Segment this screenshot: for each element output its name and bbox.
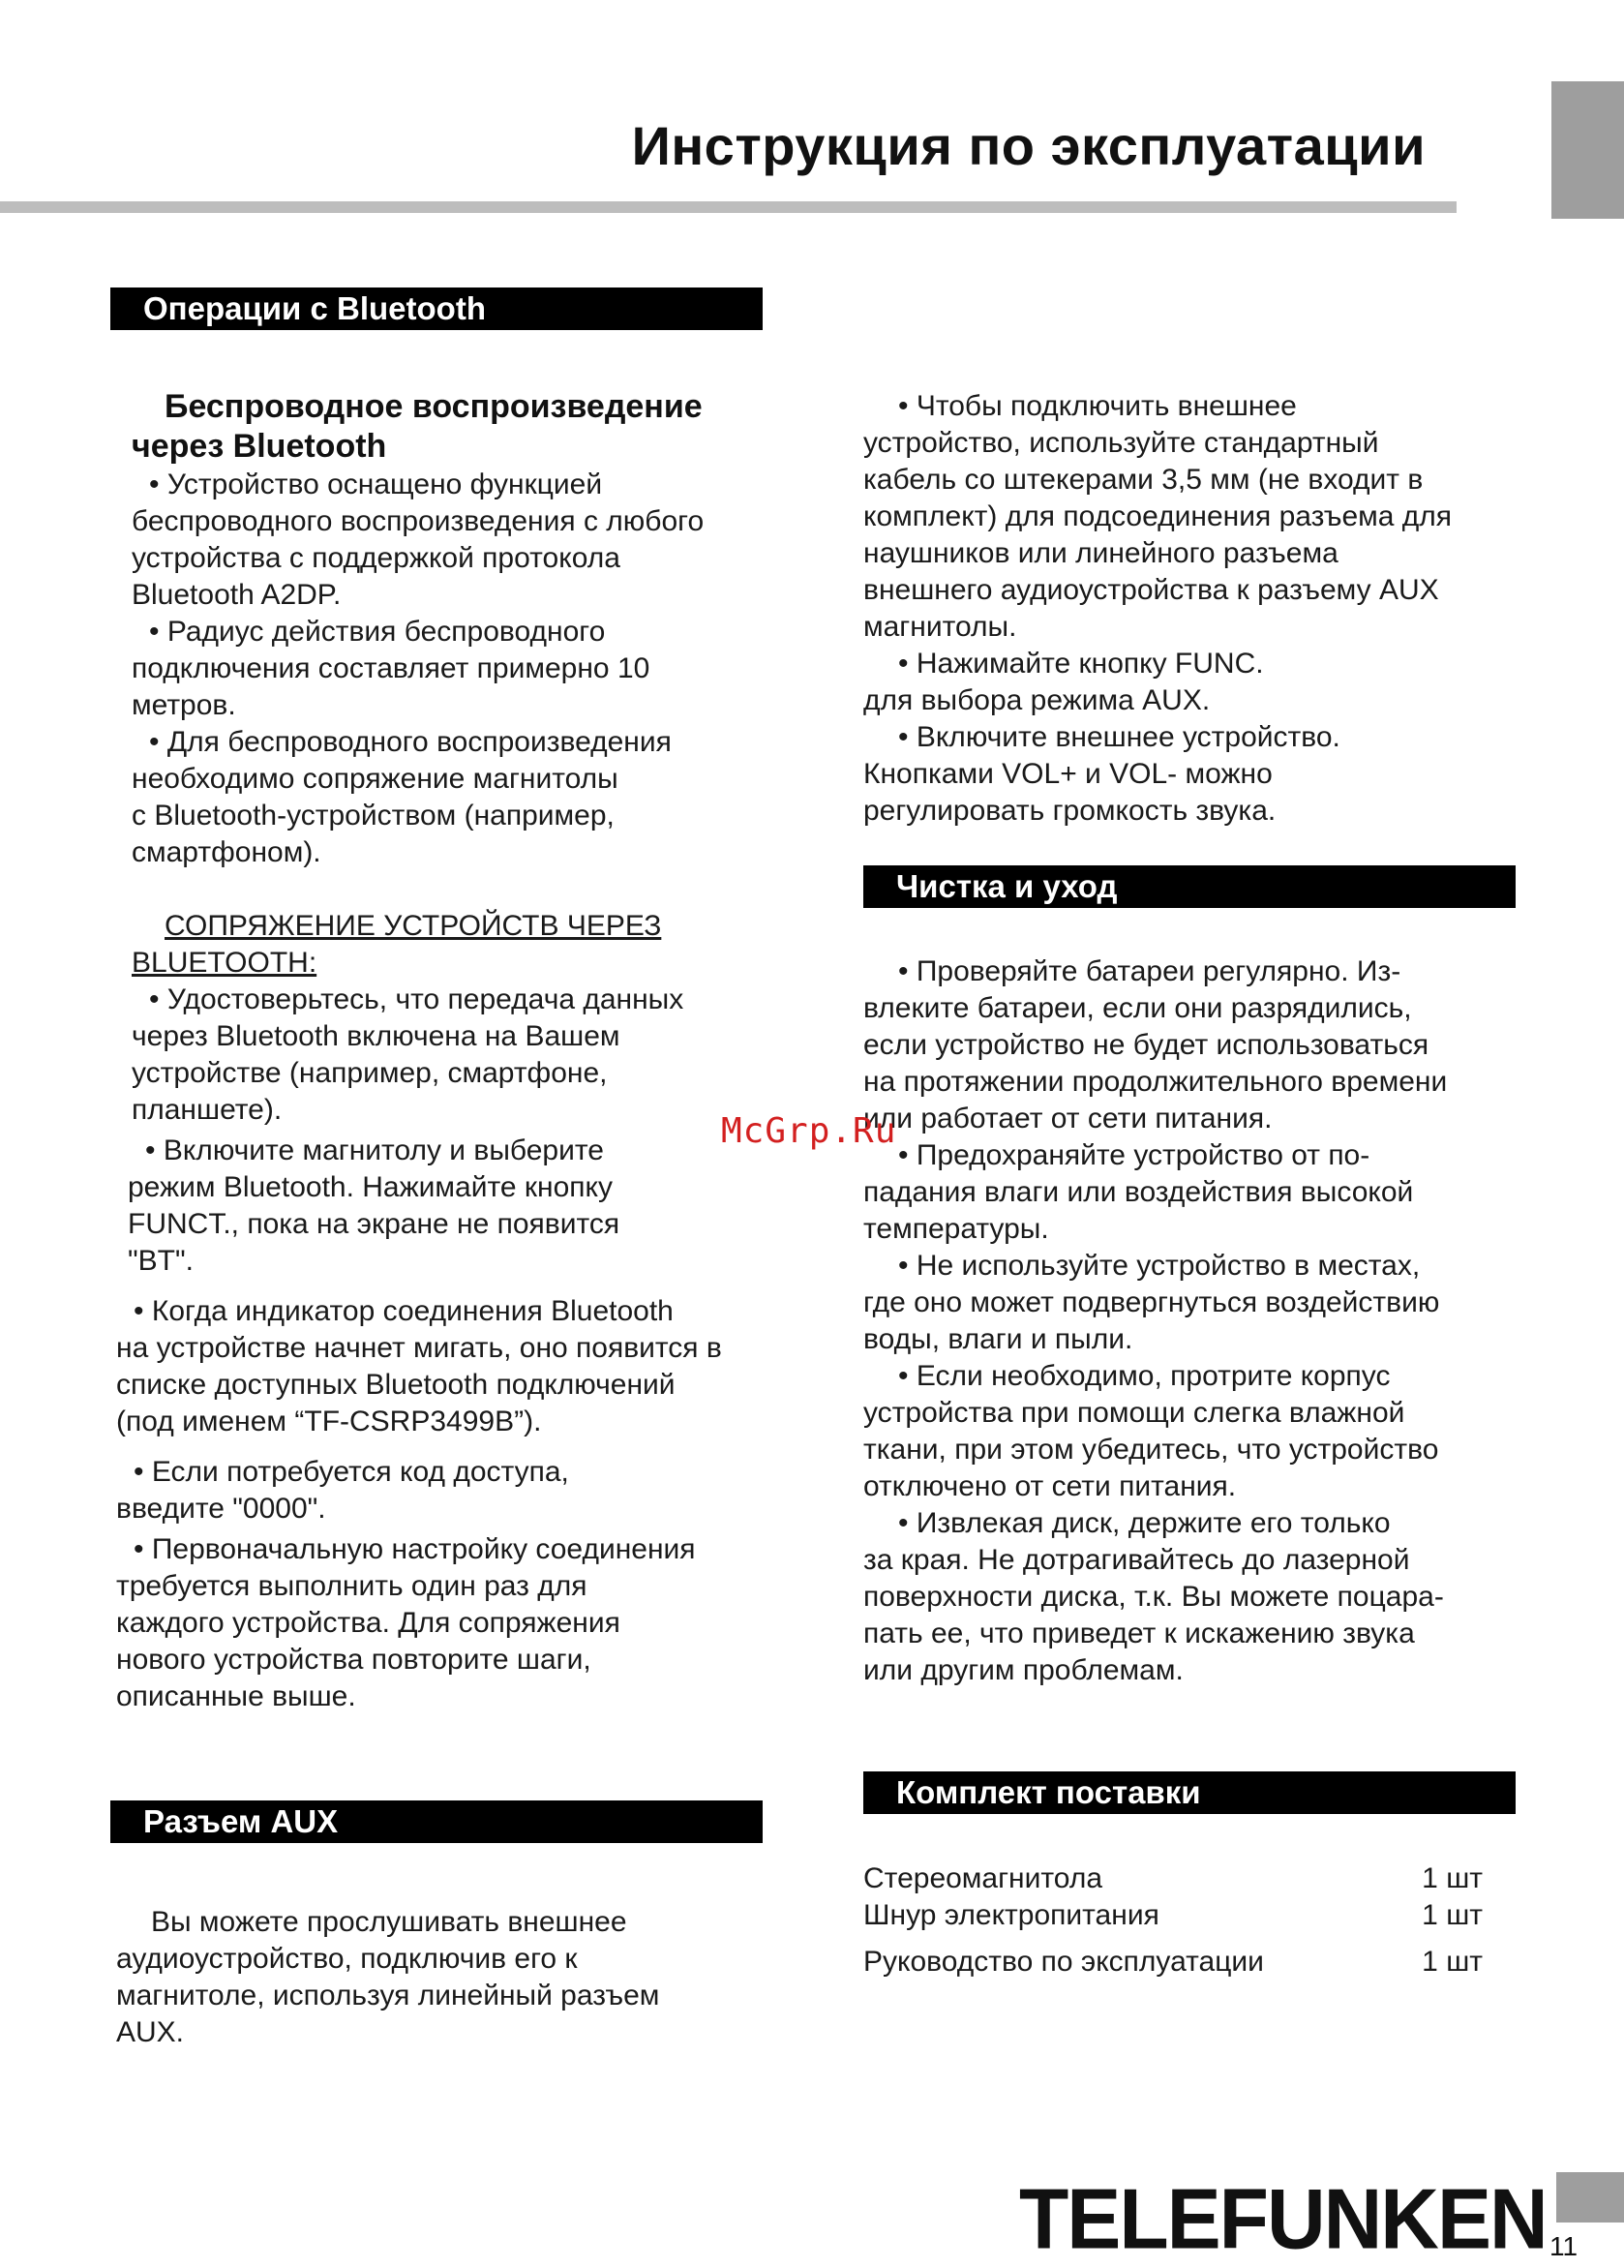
text-line: устройство, используйте стандартный	[863, 427, 1379, 459]
text-line: планшете).	[132, 1094, 283, 1126]
care-para-3	[863, 1248, 1521, 1358]
pairing-title-line1: СОПРЯЖЕНИЕ УСТРОЙСТВ ЧЕРЕЗ	[165, 910, 662, 942]
bluetooth-para-6	[116, 1293, 790, 1440]
text-line: • Чтобы подключить внешнее	[898, 390, 1297, 422]
bluetooth-subtitle-line2: через Bluetooth	[132, 428, 387, 465]
text-line: поверхности диска, т.к. Вы можете поцара-	[863, 1581, 1444, 1613]
care-para-5	[863, 1505, 1521, 1689]
text-line: отключено от сети питания.	[863, 1470, 1237, 1502]
text-line: (под именем “TF-CSRP3499B”).	[116, 1406, 542, 1437]
text-line: смартфоном).	[132, 836, 321, 868]
text-line: метров.	[132, 689, 236, 721]
text-line: с Bluetooth-устройством (например,	[132, 800, 615, 832]
watermark: McGrp.Ru	[721, 1111, 897, 1151]
text-line: влеките батареи, если они разрядились,	[863, 992, 1412, 1024]
right-aux-para-2	[863, 646, 1521, 719]
text-line: воды, влаги и пыли.	[863, 1323, 1133, 1355]
text-line: или работает от сети питания.	[863, 1103, 1273, 1134]
bluetooth-para-4	[132, 982, 790, 1129]
text-line: устройства при помощи слегка влажной	[863, 1397, 1405, 1429]
text-line: комплект) для подсоединения разъема для	[863, 500, 1453, 532]
bluetooth-para-7	[116, 1454, 790, 1527]
text-line: • Устройство оснащено функцией	[149, 469, 603, 500]
text-line: • Удостоверьтесь, что передача данных	[149, 983, 684, 1015]
bluetooth-column	[116, 387, 790, 1715]
page-number: 11	[1549, 2231, 1579, 2261]
kit-item	[863, 1944, 1483, 1981]
bluetooth-para-3	[132, 724, 790, 871]
care-para-4	[863, 1358, 1521, 1505]
section-head-kit: Комплект поставки	[863, 1771, 1516, 1814]
text-line: • Предохраняйте устройство от по-	[898, 1139, 1370, 1171]
section-head-bluetooth: Операции с Bluetooth	[110, 287, 763, 330]
kit-item	[863, 1860, 1483, 1897]
text-line: • Проверяйте батареи регулярно. Из-	[898, 955, 1401, 987]
text-line: списке доступных Bluetooth подключений	[116, 1369, 676, 1401]
text-line: аудиоустройство, подключив его к	[116, 1943, 578, 1975]
text-line: • Если потребуется код доступа,	[134, 1456, 569, 1488]
text-line: устройстве (например, смартфоне,	[132, 1057, 608, 1089]
text-line: • Радиус действия беспроводного	[149, 616, 606, 648]
right-aux-column	[863, 388, 1521, 830]
side-tab-top	[1551, 81, 1624, 219]
care-para-1	[863, 953, 1521, 1137]
page-title: Инструкция по эксплуатации	[631, 115, 1426, 176]
text-line: FUNCT., пока на экране не появится	[128, 1208, 620, 1240]
text-line: • Включите магнитолу и выберите	[145, 1134, 604, 1166]
text-line: внешнего аудиоустройства к разъему AUX	[863, 574, 1439, 606]
text-line: ткани, при этом убедитесь, что устройство	[863, 1434, 1439, 1466]
pairing-title-line2: BLUETOOTH:	[132, 947, 317, 979]
bluetooth-subtitle-line1: Беспроводное воспроизведение	[165, 388, 703, 425]
side-tab-bottom	[1556, 2172, 1624, 2223]
text-line: беспроводного воспроизведения с любого	[132, 505, 705, 537]
section-head-care: Чистка и уход	[863, 865, 1516, 908]
text-line: магнитоле, используя линейный разъем	[116, 1980, 660, 2011]
text-line: пать ее, что приведет к искажению звука	[863, 1618, 1415, 1649]
text-line: для выбора режима AUX.	[863, 684, 1211, 716]
text-line: Кнопками VOL+ и VOL- можно	[863, 758, 1273, 790]
text-line: если устройство не будет использоваться	[863, 1029, 1429, 1061]
text-line: за края. Не дотрагивайтесь до лазерной	[863, 1544, 1410, 1576]
text-line: падания влаги или воздействия высокой	[863, 1176, 1414, 1208]
text-line: • Когда индикатор соединения Bluetooth	[134, 1295, 674, 1327]
text-line: • Если необходимо, протрите корпус	[898, 1360, 1391, 1392]
brand-logo: TELEFUNKEN	[1019, 2170, 1547, 2267]
text-line: температуры.	[863, 1213, 1049, 1245]
right-aux-para-3	[863, 719, 1521, 830]
text-line: магнитолы.	[863, 611, 1017, 643]
text-line: или другим проблемам.	[863, 1654, 1184, 1686]
text-line: где оно может подвергнуться воздействию	[863, 1286, 1440, 1318]
kit-item-name: Шнур электропитания	[863, 1899, 1159, 1931]
kit-item	[863, 1897, 1483, 1934]
text-line: введите "0000".	[116, 1493, 326, 1525]
text-line: на протяжении продолжительного времени	[863, 1066, 1448, 1098]
text-line: нового устройства повторите шаги,	[116, 1644, 591, 1676]
kit-item-qty: 1 шт	[1422, 1899, 1483, 1931]
text-line: • Первоначальную настройку соединения	[134, 1533, 696, 1565]
text-line: устройства с поддержкой протокола	[132, 542, 620, 574]
text-line: • Не используйте устройство в местах,	[898, 1250, 1421, 1282]
text-line: • Извлекая диск, держите его только	[898, 1507, 1391, 1539]
text-line: наушников или линейного разъема	[863, 537, 1338, 569]
title-rule	[0, 201, 1457, 213]
text-line: • Нажимайте кнопку FUNC.	[898, 648, 1264, 680]
kit-item-qty: 1 шт	[1422, 1946, 1483, 1978]
text-line: AUX.	[116, 2016, 185, 2048]
care-column	[863, 953, 1521, 1689]
text-line: режим Bluetooth. Нажимайте кнопку	[128, 1171, 614, 1203]
text-line: требуется выполнить один раз для	[116, 1570, 587, 1602]
text-line: "BT".	[128, 1245, 194, 1277]
kit-item-qty: 1 шт	[1422, 1862, 1483, 1894]
text-line: Bluetooth A2DP.	[132, 579, 342, 611]
kit-item-name: Руководство по эксплуатации	[863, 1946, 1264, 1978]
text-line: регулировать громкость звука.	[863, 795, 1277, 827]
bluetooth-para-1	[132, 467, 790, 614]
kit-item-name: Стереомагнитола	[863, 1862, 1103, 1894]
bluetooth-para-8	[116, 1531, 790, 1715]
text-line: Вы можете прослушивать внешнее	[151, 1906, 627, 1938]
care-para-2	[863, 1137, 1521, 1248]
kit-list	[863, 1860, 1521, 1981]
text-line: подключения составляет примерно 10	[132, 652, 650, 684]
text-line: необходимо сопряжение магнитолы	[132, 763, 618, 795]
bluetooth-para-2	[132, 614, 790, 724]
section-head-aux: Разъем AUX	[110, 1800, 763, 1843]
right-aux-para-1	[863, 388, 1521, 646]
aux-column	[116, 1904, 774, 2051]
text-line: на устройстве начнет мигать, оно появится в	[116, 1332, 722, 1364]
text-line: • Для беспроводного воспроизведения	[149, 726, 672, 758]
text-line: • Включите внешнее устройство.	[898, 721, 1340, 753]
bluetooth-para-5	[128, 1133, 790, 1280]
text-line: описанные выше.	[116, 1680, 356, 1712]
text-line: через Bluetooth включена на Вашем	[132, 1020, 620, 1052]
text-line: каждого устройства. Для сопряжения	[116, 1607, 620, 1639]
text-line: кабель со штекерами 3,5 мм (не входит в	[863, 464, 1424, 496]
